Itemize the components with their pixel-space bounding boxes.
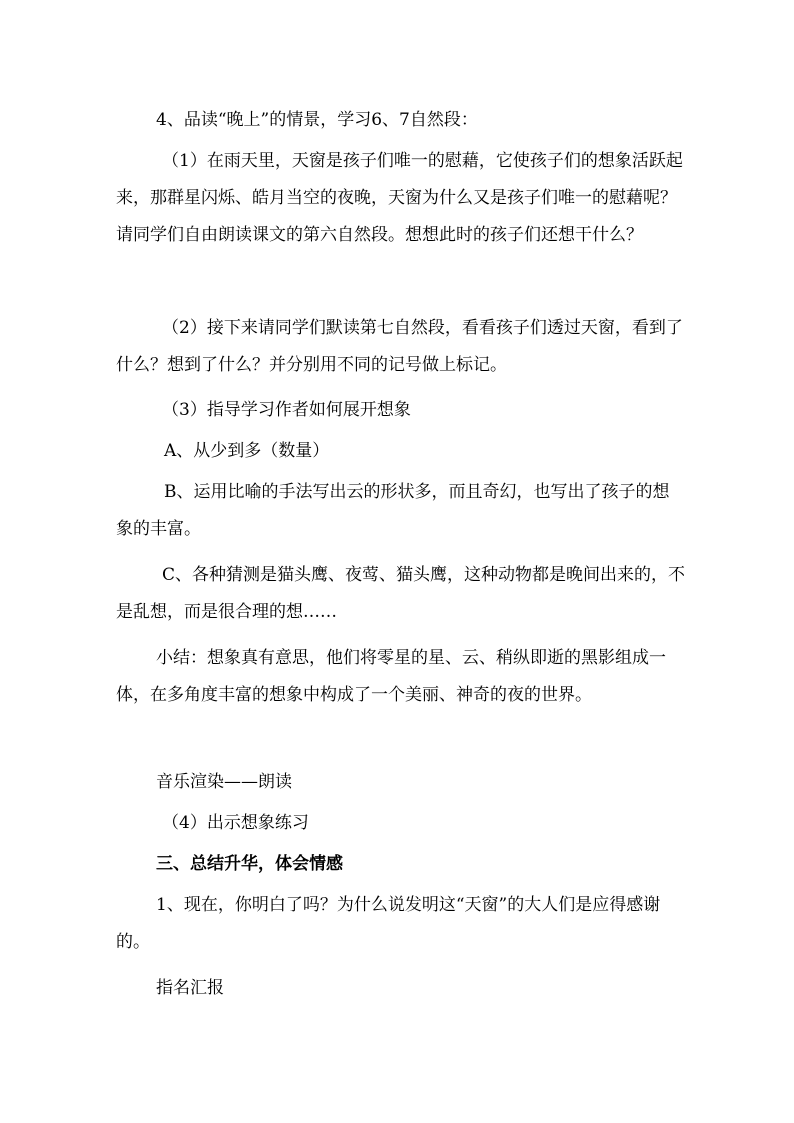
paragraph-point-a: A、从少到多（数量） <box>164 441 330 461</box>
paragraph-step-4: 4、品读“晚上”的情景，学习6、7自然段： <box>156 110 478 130</box>
paragraph-question-4: （4）出示想象练习 <box>162 813 309 833</box>
paragraph-question-3: （3）指导学习作者如何展开想象 <box>162 400 411 420</box>
paragraph-conclusion-1: 1、现在，你明白了吗？为什么说发明这“天窗”的大人们是应得感谢的。 <box>116 895 661 952</box>
paragraph-report: 指名汇报 <box>156 978 224 998</box>
paragraph-point-b: B、运用比喻的手法写出云的形状多，而且奇幻，也写出了孩子的想象的丰富。 <box>116 482 670 539</box>
paragraph-summary: 小结：想象真有意思，他们将零星的星、云、稍纵即逝的黑影组成一体，在多角度丰富的想象中构成了一个美丽、神奇的夜的世界。 <box>116 648 666 705</box>
paragraph-point-c: C、各种猜测是猫头鹰、夜莺、猫头鹰，这种动物都是晚间出来的，不是乱想，而是很合理的想…… <box>116 565 686 622</box>
paragraph-question-1: （1）在雨天里，天窗是孩子们唯一的慰藉，它使孩子们的想象活跃起来，那群星闪烁、皓月当空的夜晚，天窗为什么又是孩子们唯一的慰藉呢？请同学们自由朗读课文的第六自然段。想想此时的孩子们还想干什么？ <box>116 151 683 245</box>
paragraph-question-2: （2）接下来请同学们默读第七自然段，看看孩子们透过天窗，看到了什么？想到了什么？并分别用不同的记号做上标记。 <box>116 318 683 375</box>
section-heading-3: 三、总结升华，体会情感 <box>156 854 343 874</box>
paragraph-music: 音乐渲染——朗读 <box>156 772 292 792</box>
